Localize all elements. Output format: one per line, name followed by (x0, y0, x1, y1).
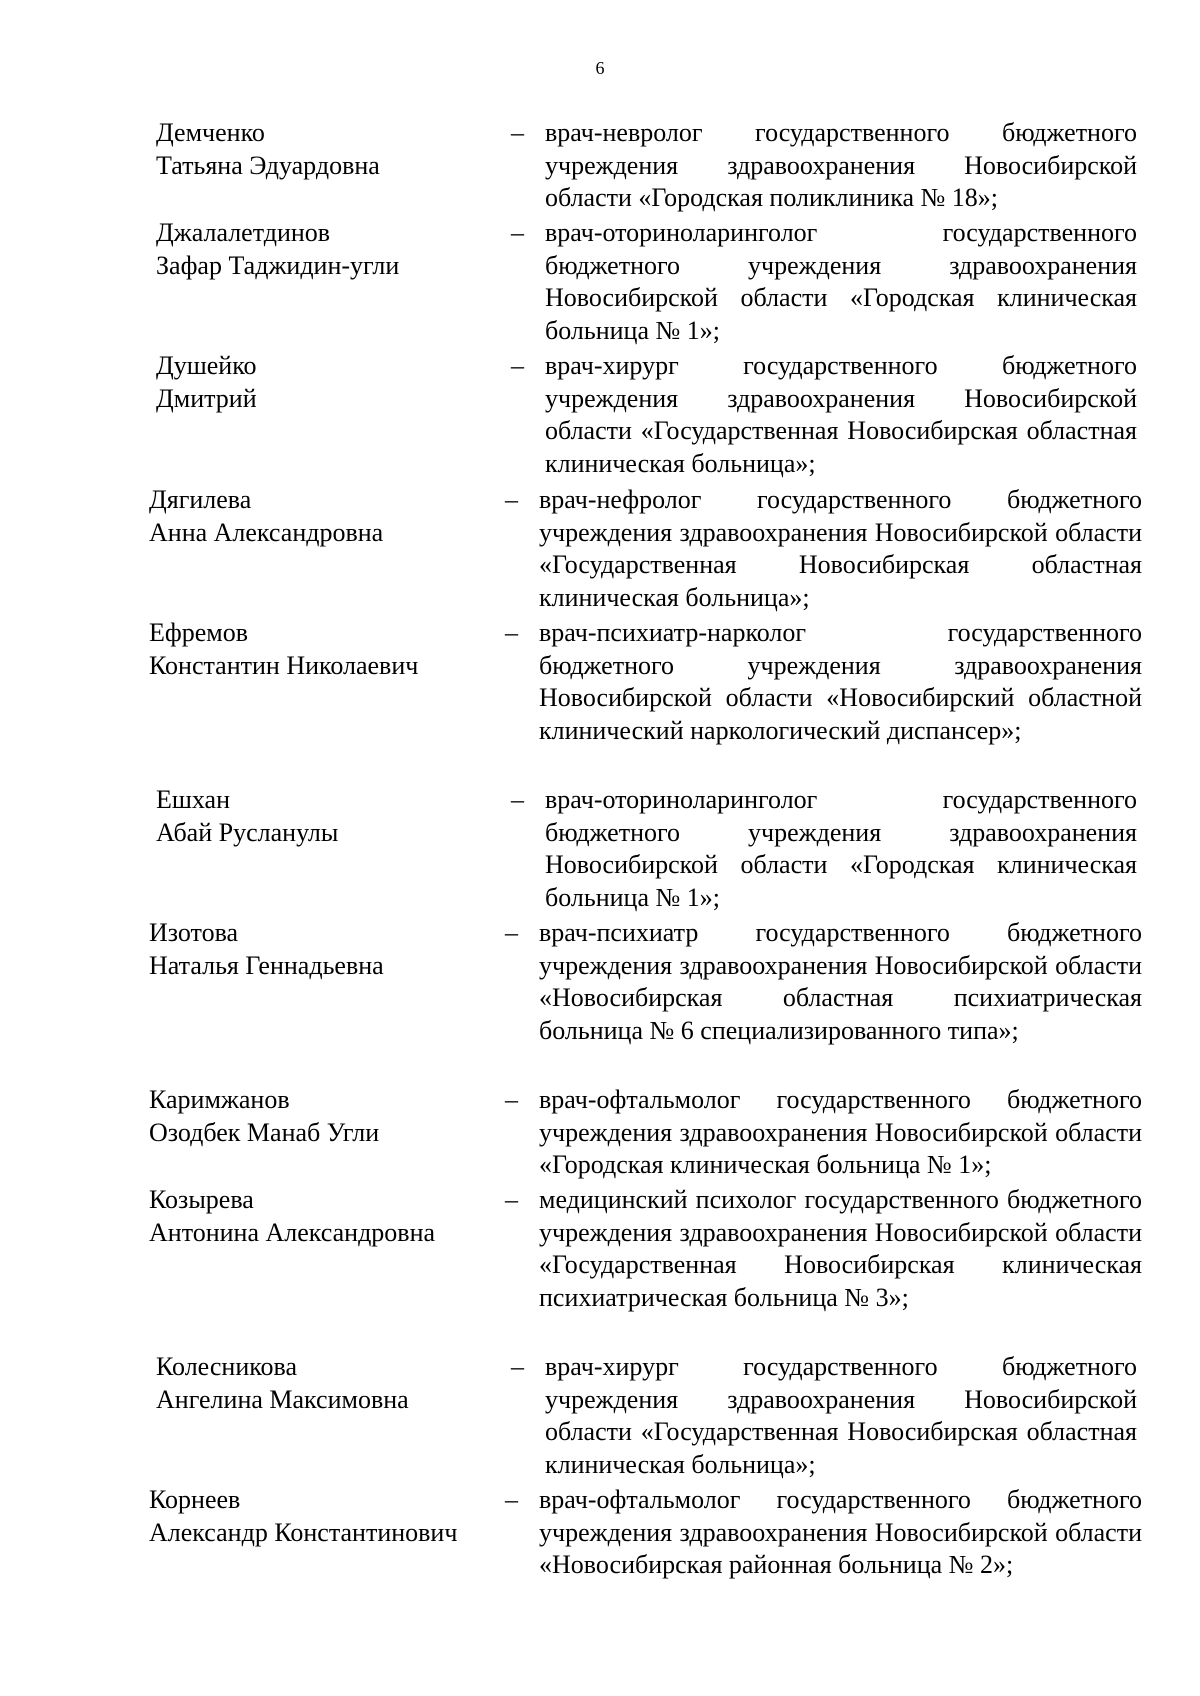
dash-separator: – (505, 1485, 518, 1514)
surname: Корнеев (149, 1485, 241, 1514)
surname: Ешхан (156, 785, 231, 814)
person-name (149, 484, 489, 549)
person-name (149, 617, 489, 682)
position-description: врач-оториноларинголог государственного бюджетного учреждения здравоохранения Новосибирской области «Городская клиническая больница № 1»; (545, 218, 1137, 346)
surname: Демченко (156, 118, 265, 147)
surname: Каримжанов (149, 1085, 290, 1114)
surname: Дягилева (149, 485, 252, 514)
given-names: Константин Николаевич (149, 650, 419, 680)
position-description: врач-оториноларинголог государственного бюджетного учреждения здравоохранения Новосибирской области «Городская клиническая больница № 1»; (545, 785, 1137, 913)
given-names: Дмитрий (156, 383, 257, 413)
dash-separator: – (511, 785, 524, 814)
person-name (149, 1084, 489, 1149)
surname: Душейко (156, 351, 257, 380)
given-names: Ангелина Максимовна (156, 1384, 409, 1414)
given-names: Антонина Александровна (149, 1217, 436, 1247)
dash-separator: – (505, 918, 518, 947)
dash-separator: – (505, 1085, 518, 1114)
surname: Козырева (149, 1185, 254, 1214)
position-description: врач-нефролог государственного бюджетного учреждения здравоохранения Новосибирской области «Государственная Новосибирская областная клиническая больница»; (539, 485, 1142, 613)
given-names: Александр Константинович (149, 1517, 458, 1547)
dash-separator: – (505, 485, 518, 514)
position-description: врач-хирург государственного бюджетного учреждения здравоохранения Новосибирской области «Государственная Новосибирская областная клиническая больница»; (545, 1352, 1137, 1480)
position-description: врач-офтальмолог государственного бюджетного учреждения здравоохранения Новосибирской области «Новосибирская районная больница № 2»; (539, 1485, 1142, 1580)
position-description: медицинский психолог государственного бюджетного учреждения здравоохранения Новосибирской области «Государственная Новосибирская клиническая психиатрическая больница № 3»; (539, 1185, 1142, 1313)
dash-separator: – (511, 1352, 524, 1381)
given-names: Озодбек Манаб Угли (149, 1117, 380, 1147)
person-name (149, 1484, 489, 1549)
given-names: Абай Русланулы (156, 817, 339, 847)
surname: Ефремов (149, 618, 248, 647)
position-description: врач-офтальмолог государственного бюджетного учреждения здравоохранения Новосибирской области «Городская клиническая больница № 1»; (539, 1085, 1142, 1180)
surname: Джалалетдинов (156, 218, 331, 247)
given-names: Анна Александровна (149, 517, 384, 547)
surname: Изотова (149, 918, 239, 947)
given-names: Зафар Таджидин-угли (156, 250, 400, 280)
person-name (149, 1184, 489, 1249)
dash-separator: – (511, 118, 524, 147)
person-name (156, 350, 496, 415)
person-name (156, 784, 496, 849)
given-names: Татьяна Эдуардовна (156, 150, 380, 180)
person-name (156, 117, 496, 182)
dash-separator: – (511, 351, 524, 380)
given-names: Наталья Геннадьевна (149, 950, 384, 980)
surname: Колесникова (156, 1352, 298, 1381)
position-description: врач-психиатр-нарколог государственного бюджетного учреждения здравоохранения Новосибирской области «Новосибирский областной клинический наркологический диспансер»; (539, 618, 1142, 746)
person-name (149, 917, 489, 982)
dash-separator: – (505, 618, 518, 647)
position-description: врач-хирург государственного бюджетного учреждения здравоохранения Новосибирской области «Государственная Новосибирская областная клиническая больница»; (545, 351, 1137, 479)
person-name (156, 1351, 496, 1416)
position-description: врач-невролог государственного бюджетного учреждения здравоохранения Новосибирской области «Городская поликлиника № 18»; (545, 118, 1137, 213)
person-name (156, 217, 496, 282)
page-number: 6 (595, 58, 605, 78)
dash-separator: – (505, 1185, 518, 1214)
dash-separator: – (511, 218, 524, 247)
position-description: врач-психиатр государственного бюджетного учреждения здравоохранения Новосибирской области «Новосибирская областная психиатрическая больница № 6 специализированного типа»; (539, 918, 1142, 1046)
